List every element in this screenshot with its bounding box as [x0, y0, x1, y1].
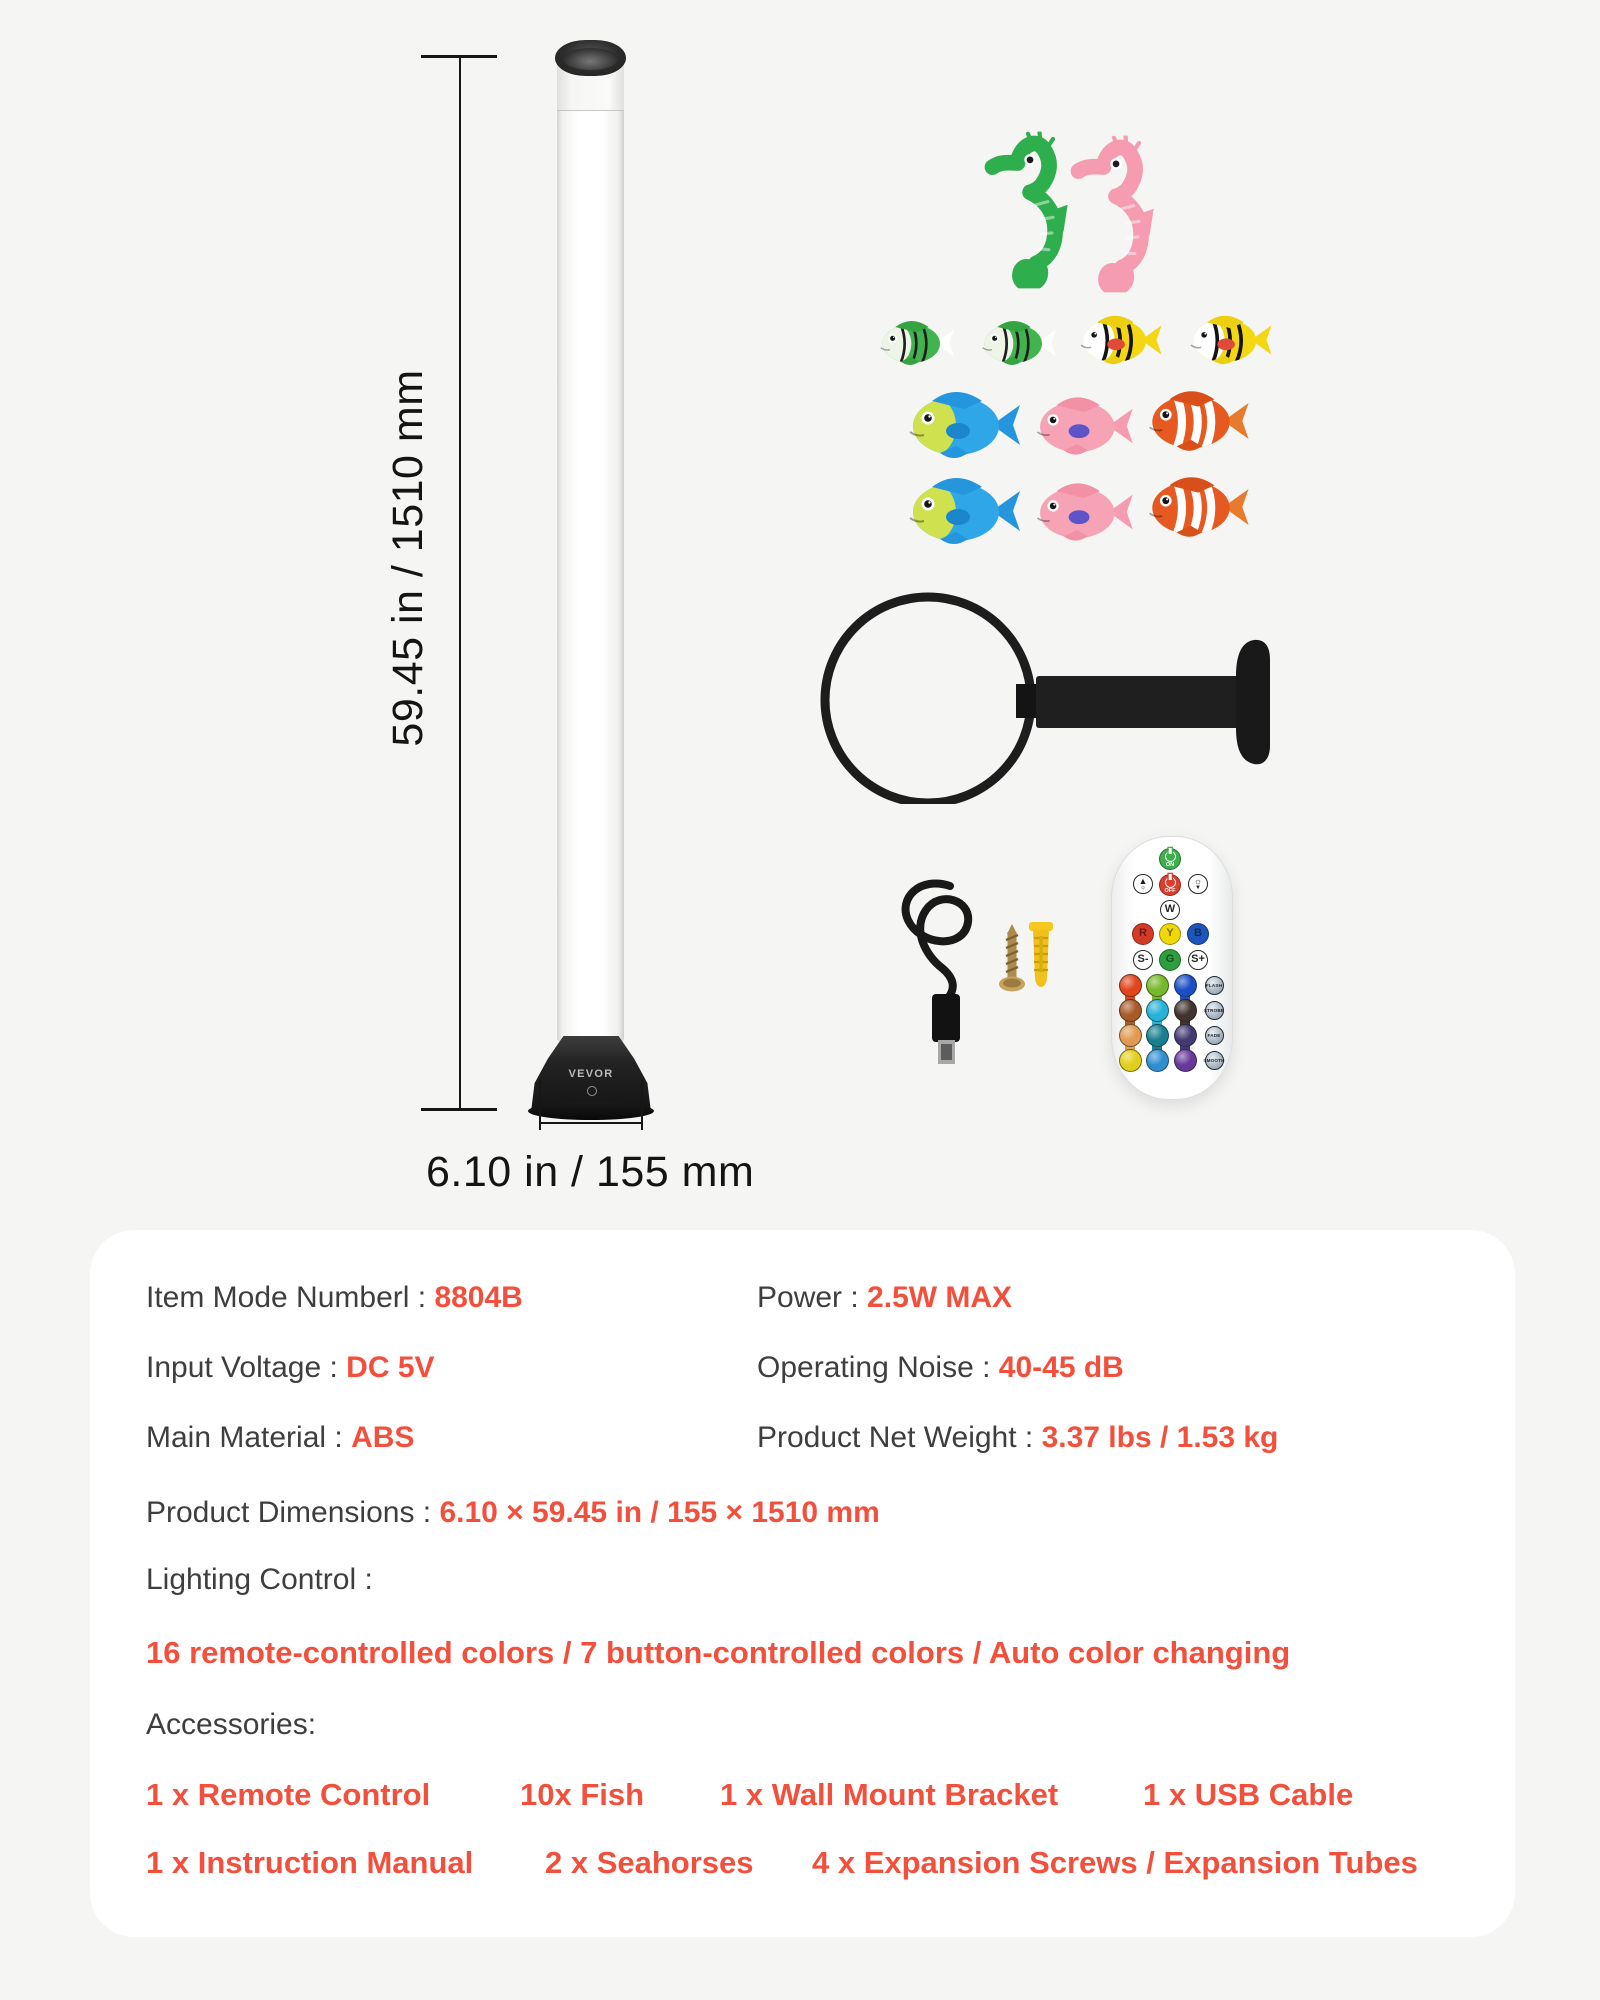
color-button	[1119, 974, 1142, 997]
usb-cable	[892, 872, 1002, 1082]
height-dimension-tick-bottom	[421, 1108, 497, 1111]
yellow-button: Y	[1159, 923, 1181, 945]
brightness-down-button: ☼ ▼	[1188, 874, 1208, 894]
width-dimension-line	[540, 1122, 642, 1124]
height-dimension-label: 59.45 in / 1510 mm	[384, 369, 432, 747]
color-button	[1174, 974, 1197, 997]
white-button: W	[1160, 900, 1180, 920]
expansion-tube-anchor	[1026, 920, 1056, 998]
s-minus-button: S-	[1133, 950, 1153, 970]
spec-accessories-label: Accessories:	[146, 1708, 317, 1741]
smooth-mode-button: SMOOTH	[1205, 1051, 1224, 1070]
color-button	[1146, 1024, 1169, 1047]
wall-mount-bracket	[810, 584, 1280, 804]
color-button	[1119, 1049, 1142, 1072]
brand-logo: VEVOR	[568, 1068, 614, 1080]
accessory-instruction-manual: 1 x Instruction Manual	[146, 1845, 474, 1880]
accessory-wall-mount-bracket: 1 x Wall Mount Bracket	[720, 1777, 1059, 1812]
fish-toy-pink-2	[1034, 472, 1138, 552]
height-dimension-line	[459, 56, 461, 1110]
strobe-mode-button: STROBE	[1205, 1001, 1224, 1020]
fish-toy-green-1	[878, 306, 958, 380]
brightness-up-button: ▲ ☼	[1133, 874, 1153, 894]
lamp-base-lip	[528, 1102, 654, 1120]
fish-toy-green-2	[980, 306, 1060, 380]
color-button	[1146, 974, 1169, 997]
color-button	[1119, 999, 1142, 1022]
spec-net-weight: Product Net Weight : 3.37 lbs / 1.53 kg	[757, 1421, 1279, 1454]
spec-operating-noise: Operating Noise : 40-45 dB	[757, 1351, 1124, 1384]
s-plus-button: S+	[1188, 950, 1208, 970]
expansion-screw	[998, 922, 1026, 998]
color-button	[1146, 1049, 1169, 1072]
spec-card	[90, 1230, 1515, 1937]
accessory-seahorses: 2 x Seahorses	[545, 1845, 754, 1880]
fade-mode-button: FADE	[1205, 1026, 1224, 1045]
fish-toy-blue-1	[906, 384, 1026, 466]
color-button	[1119, 1024, 1142, 1047]
fish-toy-yellow-2	[1188, 300, 1276, 380]
fish-toy-pink-1	[1034, 386, 1138, 466]
color-button	[1146, 999, 1169, 1022]
fish-toy-clown-2	[1146, 464, 1254, 550]
width-dimension-tick-left	[539, 1080, 541, 1130]
color-button	[1174, 999, 1197, 1022]
spec-lighting-control-value: 16 remote-controlled colors / 7 button-controlled colors / Auto color changing	[146, 1635, 1291, 1670]
spec-input-voltage: Input Voltage : DC 5V	[146, 1351, 435, 1384]
green-button: G	[1159, 949, 1181, 971]
blue-button: B	[1187, 923, 1209, 945]
spec-product-dimensions: Product Dimensions : 6.10 × 59.45 in / 155 × 1510 mm	[146, 1496, 880, 1529]
flash-mode-button: FLASH	[1205, 976, 1224, 995]
power-on-button: ON	[1159, 848, 1181, 870]
spec-lighting-control-label: Lighting Control :	[146, 1563, 373, 1596]
color-button	[1174, 1049, 1197, 1072]
lamp-tube	[557, 58, 624, 1042]
seahorse-toy-pink	[1068, 130, 1162, 298]
color-button	[1174, 1024, 1197, 1047]
spec-item-model: Item Mode Numberl : 8804B	[146, 1281, 523, 1314]
accessory-usb-cable: 1 x USB Cable	[1143, 1777, 1354, 1812]
spec-main-material: Main Material : ABS	[146, 1421, 415, 1454]
accessory-expansion-screws: 4 x Expansion Screws / Expansion Tubes	[812, 1845, 1418, 1880]
height-dimension-tick-top	[421, 55, 497, 58]
lamp-top-cap-inner	[563, 48, 618, 70]
width-dimension-tick-right	[641, 1080, 643, 1130]
red-button: R	[1132, 923, 1154, 945]
width-dimension-label: 6.10 in / 155 mm	[426, 1148, 755, 1196]
fish-toy-clown-1	[1146, 378, 1254, 464]
accessory-remote-control: 1 x Remote Control	[146, 1777, 431, 1812]
seahorse-toy-green	[982, 126, 1076, 294]
accessory-fish: 10x Fish	[520, 1777, 645, 1812]
fish-toy-yellow-1	[1078, 300, 1166, 380]
fish-toy-blue-2	[906, 470, 1026, 552]
spec-power: Power : 2.5W MAX	[757, 1281, 1013, 1314]
base-power-button-icon	[587, 1086, 597, 1096]
remote-control	[1111, 836, 1233, 1100]
power-off-button: OFF	[1159, 874, 1181, 896]
